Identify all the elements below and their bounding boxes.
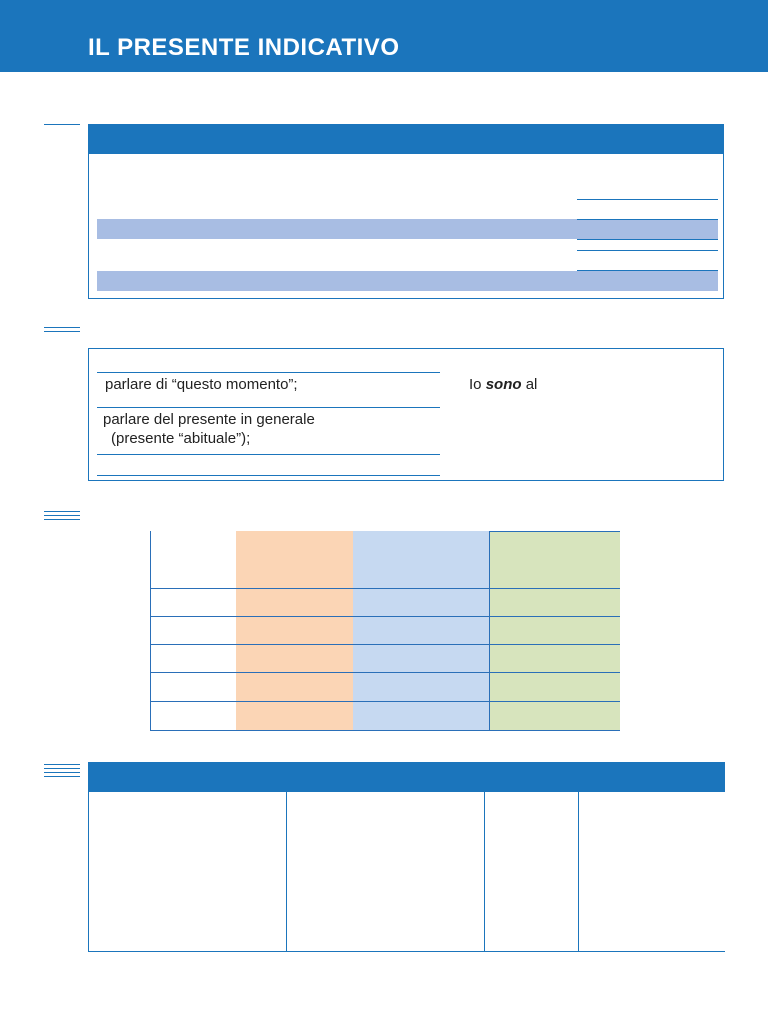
section-4-title-bar bbox=[89, 762, 725, 792]
table-row-line bbox=[150, 616, 620, 617]
highlight-band bbox=[97, 219, 718, 239]
section-marker-1 bbox=[44, 124, 80, 128]
usage-item-2-line-2: (presente “abituale”); bbox=[111, 430, 251, 447]
answer-line bbox=[577, 270, 718, 271]
example-sentence bbox=[469, 376, 537, 393]
page-title: IL PRESENTE INDICATIVO bbox=[88, 34, 400, 61]
section-1-box bbox=[88, 124, 724, 299]
column-separator bbox=[484, 792, 485, 951]
divider-line bbox=[97, 475, 440, 476]
table-row-line bbox=[150, 644, 620, 645]
highlight-band bbox=[97, 271, 718, 291]
answer-line bbox=[577, 239, 718, 240]
section-marker-4 bbox=[44, 764, 80, 780]
divider-line bbox=[97, 454, 440, 455]
usage-item-2-line-1: parlare del presente in generale bbox=[103, 411, 315, 428]
answer-line bbox=[577, 219, 718, 220]
section-marker-2 bbox=[44, 327, 80, 335]
section-1-title-bar bbox=[89, 125, 723, 154]
page-header bbox=[0, 0, 768, 72]
divider-line bbox=[97, 372, 440, 373]
column-separator bbox=[578, 792, 579, 951]
example-prefix: Io bbox=[469, 376, 486, 393]
example-verb: sono bbox=[485, 376, 522, 393]
section-2-box bbox=[88, 348, 724, 481]
column-separator bbox=[286, 792, 287, 951]
divider-line bbox=[97, 407, 440, 408]
table-row-line bbox=[150, 730, 620, 731]
usage-item-1: parlare di “questo momento”; bbox=[105, 376, 298, 393]
table-row-line bbox=[150, 672, 620, 673]
table-row-line bbox=[489, 531, 620, 532]
table-row-line bbox=[150, 588, 620, 589]
section-marker-3 bbox=[44, 511, 80, 523]
section-4-box bbox=[88, 762, 725, 952]
example-suffix: al bbox=[521, 376, 538, 393]
table-row-line bbox=[150, 701, 620, 702]
answer-line bbox=[577, 199, 718, 200]
conjugation-table bbox=[150, 531, 620, 731]
answer-line bbox=[577, 250, 718, 251]
